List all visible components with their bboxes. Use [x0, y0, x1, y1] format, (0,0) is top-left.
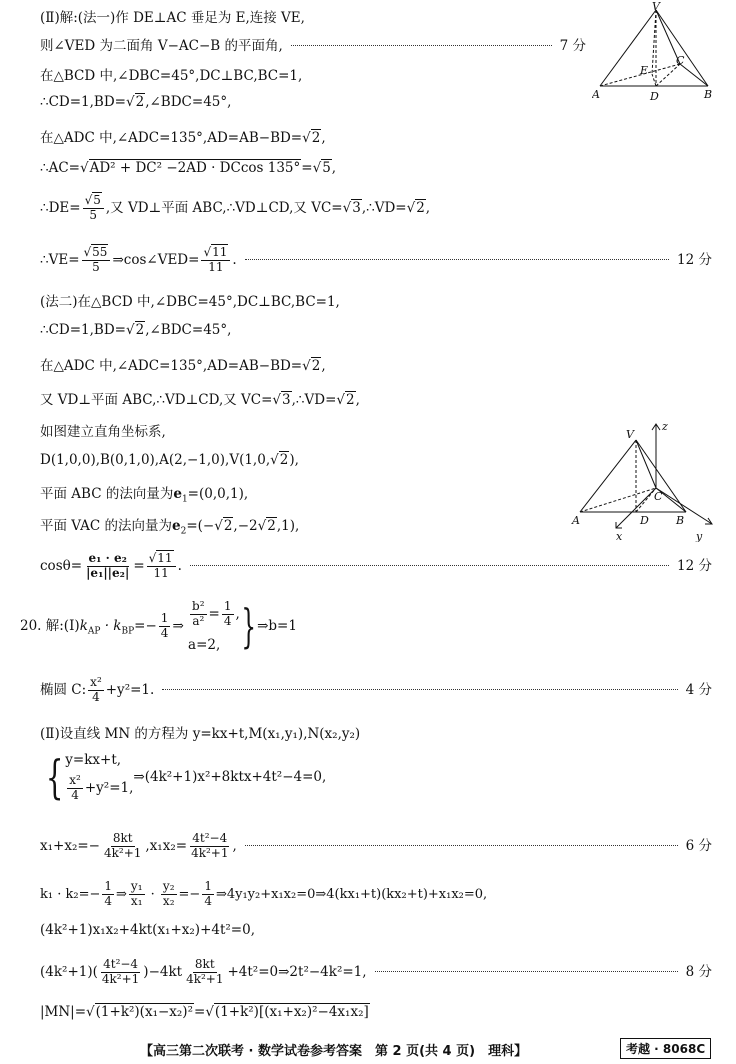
score-12: 12 分	[677, 251, 712, 268]
score-7: 7 分	[559, 38, 586, 54]
expansion-line-2: (4k²+1)( $\frac{\text{4t²−4}}{\text{4k²+1}}$ )−4kt $\frac{8kt}{\text{4k²+1}}$ +4t²=0⇒2t²−4k²=1, 8 分	[40, 957, 712, 986]
label-x: x	[616, 530, 623, 542]
label-D: D	[640, 514, 649, 527]
label-B: B	[704, 88, 713, 101]
line-13: 如图建立直角坐标系,	[40, 424, 166, 440]
line-10: ∴CD=1,BD=√2,∠BDC=45°,	[40, 322, 232, 338]
label-E: E	[640, 64, 649, 77]
label-V: V	[626, 428, 634, 441]
line-2: 则∠VED 为二面角 V−AC−B 的平面角, 7 分	[40, 34, 586, 54]
label-V: V	[652, 2, 660, 13]
line-6: ∴AC=√AD² + DC² −2AD · DCcos 135°=√5,	[40, 160, 337, 176]
line-12: 又 VD⊥平面 ABC,∴VD⊥CD,又 VC=√3,∴VD=√2,	[40, 392, 360, 408]
system-line: { y=kx+t, $\frac{\text{x²}}{4}$ +y²=1, ⇒(4k²+1)x²+8ktx+4t²−4=0,	[45, 750, 327, 805]
line-17: cosθ= $\frac{\text{e₁ · e₂}}{\text{|e₁||e₂|}}$ = $\frac{√11}{11}$ . 12 分	[40, 551, 712, 580]
line-3: 在△BCD 中,∠DBC=45°,DC⊥BC,BC=1,	[40, 68, 303, 84]
label-y: y	[696, 530, 703, 542]
score-6: 6 分	[685, 837, 712, 854]
line-8: ∴VE= $\frac{√55}{5}$ ⇒cos∠VED= $\frac{√11}{11}$ . 12 分	[40, 245, 712, 274]
mn-line: |MN|=√(1+k²)(x₁−x₂)²=√(1+k²)[(x₁+x₂)²−4x₁x₂]	[40, 1004, 369, 1020]
line-15: 平面 ABC 的法向量为$e_1=(0,0,1)$,	[40, 486, 249, 505]
score-8: 8 分	[685, 963, 712, 980]
line-7: ∴DE= $\frac{√5}{5}$ ,又 VD⊥平面 ABC,∴VD⊥CD,又 VC=√3,∴VD=√2,	[40, 193, 431, 222]
ellipse-line: 椭圆 C: $\frac{\text{x²}}{4}$ +y²=1. 4 分	[40, 675, 712, 704]
page-footer: 【高三第二次联考 · 数学试卷参考答案 第 2 页(共 4 页) 理科】	[140, 1044, 528, 1059]
line-4: ∴CD=1,BD=√2,∠BDC=45°,	[40, 94, 232, 110]
line-11: 在△ADC 中,∠ADC=135°,AD=AB−BD=√2,	[40, 358, 326, 374]
line-1: (Ⅱ)解:(法一)作 DE⊥AC 垂足为 E,连接 VE,	[40, 10, 305, 26]
score-12b: 12 分	[677, 557, 712, 574]
expansion-line-1: (4k²+1)x₁x₂+4kt(x₁+x₂)+4t²=0,	[40, 922, 255, 938]
q20-part1: 20. 解$:(Ⅰ)k_{AP} \cdot k_{BP}=-$ $\frac{1}{4}$ ⇒ $\frac{\text{b²}}{\text{a²}}$ = $\frac{1}{4}$ , a=2, }⇒b=1	[20, 599, 297, 654]
line-16: 平面 VAC 的法向量为$e_2=(-√2,-2√2,1)$,	[40, 518, 300, 537]
label-C: C	[676, 54, 685, 67]
label-B: B	[676, 514, 685, 527]
vieta-line: x₁+x₂=− $\frac{8kt}{\text{4k²+1}}$ ,x₁x₂= $\frac{\text{4t²−4}}{\text{4k²+1}}$ , 6 分	[40, 831, 712, 860]
exam-code-badge: 考越 · 8068C	[620, 1038, 711, 1059]
label-C: C	[654, 490, 663, 503]
line-9: (法二)在△BCD 中,∠DBC=45°,DC⊥BC,BC=1,	[40, 294, 340, 310]
slope-line: k₁ · k₂=− $\frac{1}{4}$ ⇒ $\frac{\text{y₁}}{\text{x₁}}$ · $\frac{\text{y₂}}{\text{x₂}}$ =− $\frac{1}{4}$ ⇒4y₁y₂+x₁x₂=0⇒4(kx₁+t)(kx₂+t)+x₁x₂=0,	[40, 879, 488, 908]
score-4: 4 分	[685, 681, 712, 698]
part2-line: (Ⅱ)设直线 MN 的方程为 y=kx+t,M(x₁,y₁),N(x₂,y₂)	[40, 726, 361, 742]
label-A: A	[572, 514, 580, 527]
line-14: D(1,0,0),B(0,1,0),A(2,−1,0),V(1,0,√2),	[40, 452, 299, 468]
label-A: A	[592, 88, 600, 101]
line-5: 在△ADC 中,∠ADC=135°,AD=AB−BD=√2,	[40, 130, 326, 146]
label-z: z	[662, 420, 668, 433]
label-D: D	[650, 90, 659, 102]
